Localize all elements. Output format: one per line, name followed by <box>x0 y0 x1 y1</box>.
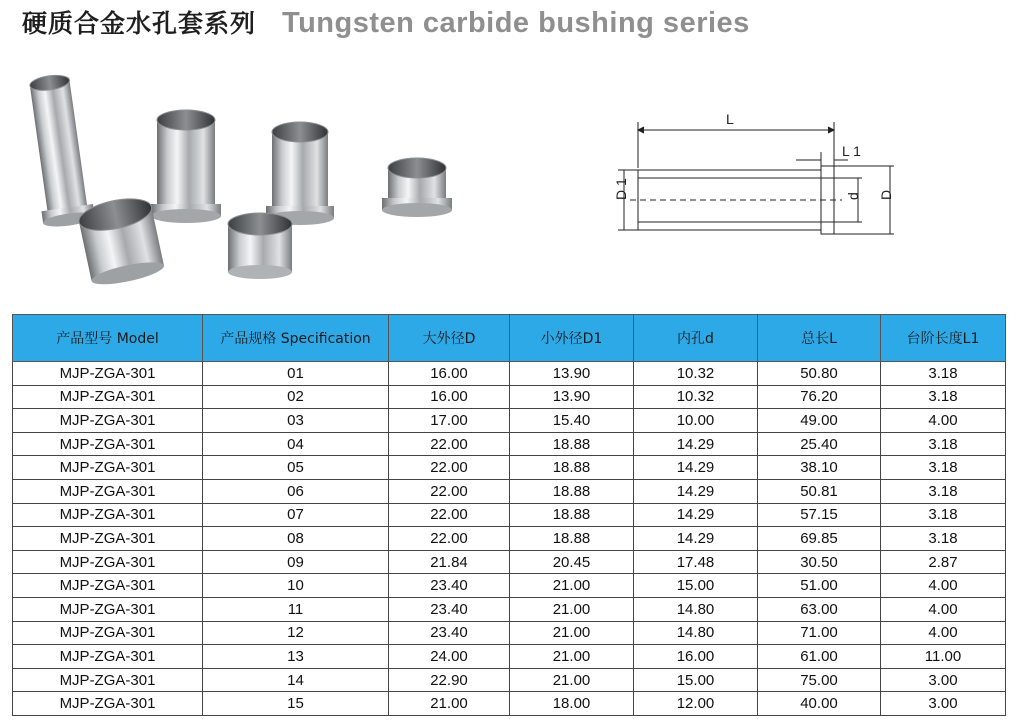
bushing-long <box>23 72 96 229</box>
table-cell: 09 <box>203 550 389 574</box>
table-cell: 14.80 <box>634 597 758 621</box>
table-cell: MJP-ZGA-301 <box>13 692 203 716</box>
table-row <box>13 668 1006 692</box>
table-cell: 10.00 <box>634 409 758 433</box>
table-cell: 12 <box>203 621 389 645</box>
table-cell: 24.00 <box>389 645 510 669</box>
table-cell: 14.29 <box>634 432 758 456</box>
table-cell: 14.29 <box>634 503 758 527</box>
table-cell: 22.90 <box>389 668 510 692</box>
table-cell: 51.00 <box>758 574 881 598</box>
table-header-row <box>13 315 1006 362</box>
table-cell: 30.50 <box>758 550 881 574</box>
table-cell: 14.29 <box>634 527 758 551</box>
table-cell: 02 <box>203 385 389 409</box>
table-row <box>13 621 1006 645</box>
column-header: 产品规格 Specification <box>203 315 389 362</box>
table-cell: 03 <box>203 409 389 433</box>
table-cell: 49.00 <box>758 409 881 433</box>
table-cell: 69.85 <box>758 527 881 551</box>
table-cell: MJP-ZGA-301 <box>13 574 203 598</box>
table-cell: 76.20 <box>758 385 881 409</box>
table-cell: MJP-ZGA-301 <box>13 385 203 409</box>
title-chinese: 硬质合金水孔套系列 <box>22 9 257 38</box>
table-row <box>13 362 1006 386</box>
table-cell: 20.45 <box>510 550 634 574</box>
dim-D1-label: D 1 <box>613 178 629 200</box>
table-cell: 50.81 <box>758 479 881 503</box>
table-cell: 04 <box>203 432 389 456</box>
table-cell: MJP-ZGA-301 <box>13 527 203 551</box>
table-cell: 21.84 <box>389 550 510 574</box>
table-cell: 4.00 <box>881 621 1006 645</box>
table-cell: 06 <box>203 479 389 503</box>
column-header: 总长L <box>758 315 881 362</box>
table-cell: 25.40 <box>758 432 881 456</box>
table-row <box>13 503 1006 527</box>
table-cell: 22.00 <box>389 527 510 551</box>
table-cell: 63.00 <box>758 597 881 621</box>
table-cell: 22.00 <box>389 432 510 456</box>
table-cell: 71.00 <box>758 621 881 645</box>
table-row <box>13 479 1006 503</box>
table-cell: 18.88 <box>510 527 634 551</box>
table-cell: 23.40 <box>389 574 510 598</box>
table-cell: 15.00 <box>634 574 758 598</box>
table-cell: 18.00 <box>510 692 634 716</box>
table-cell: 14 <box>203 668 389 692</box>
table-row <box>13 409 1006 433</box>
table-cell: 22.00 <box>389 479 510 503</box>
dim-D-label: D <box>878 189 894 200</box>
bushing-ring <box>382 158 452 217</box>
table-cell: 18.88 <box>510 503 634 527</box>
table-cell: 17.48 <box>634 550 758 574</box>
table-cell: 23.40 <box>389 597 510 621</box>
table-row <box>13 456 1006 480</box>
table-cell: 12.00 <box>634 692 758 716</box>
table-cell: 61.00 <box>758 645 881 669</box>
table-cell: 14.29 <box>634 456 758 480</box>
table-cell: MJP-ZGA-301 <box>13 550 203 574</box>
table-cell: 14.80 <box>634 621 758 645</box>
table-cell: 3.18 <box>881 503 1006 527</box>
table-cell: 08 <box>203 527 389 551</box>
table-cell: 3.18 <box>881 362 1006 386</box>
product-photo <box>20 52 460 292</box>
table-cell: 10 <box>203 574 389 598</box>
table-cell: 13 <box>203 645 389 669</box>
table-row <box>13 385 1006 409</box>
table-cell: 18.88 <box>510 432 634 456</box>
table-cell: 57.15 <box>758 503 881 527</box>
page-title <box>22 4 750 40</box>
table-row <box>13 574 1006 598</box>
table-cell: 21.00 <box>510 645 634 669</box>
table-cell: 13.90 <box>510 362 634 386</box>
column-header: 台阶长度L1 <box>881 315 1006 362</box>
table-cell: 75.00 <box>758 668 881 692</box>
column-header: 大外径D <box>389 315 510 362</box>
bushing-tall <box>266 122 334 225</box>
table-row <box>13 432 1006 456</box>
table-row <box>13 527 1006 551</box>
table-cell: MJP-ZGA-301 <box>13 668 203 692</box>
table-cell: MJP-ZGA-301 <box>13 432 203 456</box>
dim-L-label: L <box>726 111 734 127</box>
table-cell: 3.00 <box>881 668 1006 692</box>
table-cell: 3.18 <box>881 527 1006 551</box>
table-cell: 22.00 <box>389 503 510 527</box>
table-cell: 4.00 <box>881 409 1006 433</box>
table-cell: 50.80 <box>758 362 881 386</box>
table-cell: 40.00 <box>758 692 881 716</box>
table-cell: 21.00 <box>510 574 634 598</box>
column-header: 内孔d <box>634 315 758 362</box>
table-cell: 2.87 <box>881 550 1006 574</box>
table-cell: 4.00 <box>881 597 1006 621</box>
table-cell: 21.00 <box>510 668 634 692</box>
table-cell: 23.40 <box>389 621 510 645</box>
column-header: 小外径D1 <box>510 315 634 362</box>
table-body <box>13 362 1006 716</box>
table-cell: 07 <box>203 503 389 527</box>
table-cell: 16.00 <box>634 645 758 669</box>
table-cell: 14.29 <box>634 479 758 503</box>
table-cell: 15.00 <box>634 668 758 692</box>
table-cell: 22.00 <box>389 456 510 480</box>
table-cell: 3.18 <box>881 456 1006 480</box>
table-cell: 17.00 <box>389 409 510 433</box>
table-cell: 21.00 <box>510 621 634 645</box>
table-cell: 18.88 <box>510 479 634 503</box>
table-cell: 10.32 <box>634 385 758 409</box>
table-cell: MJP-ZGA-301 <box>13 409 203 433</box>
table-row <box>13 597 1006 621</box>
spec-table <box>12 314 1006 716</box>
title-english: Tungsten carbide bushing series <box>282 7 750 39</box>
technical-drawing <box>596 108 906 238</box>
table-cell: 3.18 <box>881 479 1006 503</box>
table-cell: 3.18 <box>881 385 1006 409</box>
table-cell: 21.00 <box>389 692 510 716</box>
table-cell: MJP-ZGA-301 <box>13 597 203 621</box>
table-cell: MJP-ZGA-301 <box>13 479 203 503</box>
table-cell: 21.00 <box>510 597 634 621</box>
table-row <box>13 692 1006 716</box>
table-cell: MJP-ZGA-301 <box>13 456 203 480</box>
table-cell: MJP-ZGA-301 <box>13 621 203 645</box>
table-row <box>13 550 1006 574</box>
table-cell: 18.88 <box>510 456 634 480</box>
table-row <box>13 645 1006 669</box>
table-cell: 4.00 <box>881 574 1006 598</box>
table-cell: 11 <box>203 597 389 621</box>
dim-d-label: d <box>845 192 861 200</box>
bushing-short <box>228 213 292 279</box>
column-header: 产品型号 Model <box>13 315 203 362</box>
table-cell: 16.00 <box>389 362 510 386</box>
bushing-medium <box>151 110 221 223</box>
table-cell: 15 <box>203 692 389 716</box>
dim-L1-label: L 1 <box>842 143 861 159</box>
table-cell: MJP-ZGA-301 <box>13 645 203 669</box>
table-cell: 16.00 <box>389 385 510 409</box>
table-cell: 05 <box>203 456 389 480</box>
table-cell: 10.32 <box>634 362 758 386</box>
table-cell: 38.10 <box>758 456 881 480</box>
table-cell: 11.00 <box>881 645 1006 669</box>
table-cell: 13.90 <box>510 385 634 409</box>
table-cell: MJP-ZGA-301 <box>13 503 203 527</box>
table-cell: MJP-ZGA-301 <box>13 362 203 386</box>
table-cell: 15.40 <box>510 409 634 433</box>
table-cell: 3.18 <box>881 432 1006 456</box>
table-cell: 3.00 <box>881 692 1006 716</box>
table-cell: 01 <box>203 362 389 386</box>
